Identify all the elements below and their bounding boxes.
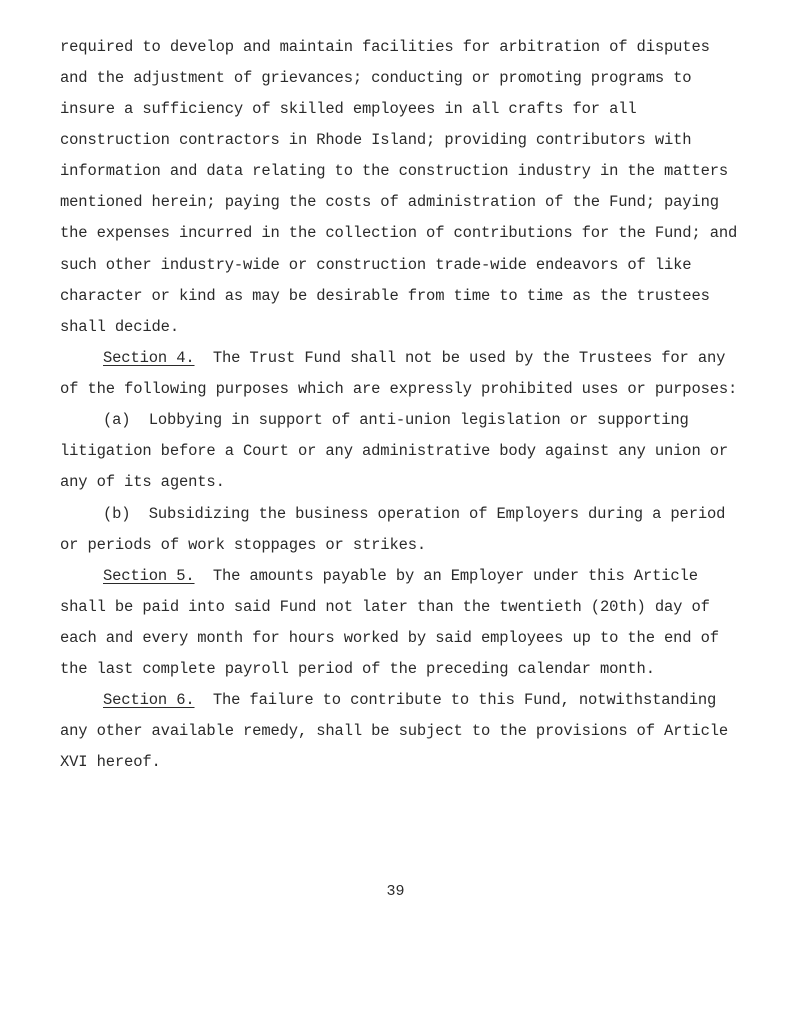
section-5-line: the last complete payroll period of the preceding calendar month. (60, 660, 655, 678)
section-6-line (103, 690, 716, 710)
paragraph-line: information and data relating to the construction industry in the matters (60, 162, 729, 180)
item-a-line: any of its agents. (60, 473, 225, 491)
section-5-line: each and every month for hours worked by said employees up to the end of (60, 629, 719, 647)
paragraph-line: character or kind as may be desirable from time to time as the trustees (60, 287, 710, 305)
paragraph-line: insure a sufficiency of skilled employees in all crafts for all (60, 100, 637, 118)
section-4-heading: Section 4. (103, 349, 195, 367)
section-6-text: The failure to contribute to this Fund, notwithstanding (194, 691, 717, 709)
item-a-line: (a) Lobbying in support of anti-union legislation or supporting (103, 411, 689, 429)
section-4-line (103, 348, 725, 368)
section-4-line: of the following purposes which are expressly prohibited uses or purposes: (60, 380, 738, 398)
section-6-line: any other available remedy, shall be subject to the provisions of Article (60, 722, 729, 740)
section-5-heading: Section 5. (103, 567, 195, 585)
section-6-line: XVI hereof. (60, 753, 161, 771)
item-b-line: (b) Subsidizing the business operation of Employers during a period (103, 505, 726, 523)
paragraph-line: and the adjustment of grievances; conducting or promoting programs to (60, 69, 692, 87)
paragraph-line: shall decide. (60, 318, 179, 336)
paragraph-line: the expenses incurred in the collection of contributions for the Fund; and (60, 224, 738, 242)
page-number: 39 (386, 883, 405, 900)
paragraph-line: required to develop and maintain facilities for arbitration of disputes (60, 38, 710, 56)
item-b-line: or periods of work stoppages or strikes. (60, 536, 427, 554)
section-5-text: The amounts payable by an Employer under this Article (194, 567, 698, 585)
paragraph-line: mentioned herein; paying the costs of administration of the Fund; paying (60, 193, 719, 211)
paragraph-line: construction contractors in Rhode Island; providing contributors with (60, 131, 692, 149)
item-a-line: litigation before a Court or any administrative body against any union or (60, 442, 729, 460)
section-6-heading: Section 6. (103, 691, 195, 709)
section-5-line (103, 566, 698, 586)
section-5-line: shall be paid into said Fund not later than the twentieth (20th) day of (60, 598, 710, 616)
section-4-text: The Trust Fund shall not be used by the Trustees for any (194, 349, 726, 367)
paragraph-line: such other industry-wide or construction trade-wide endeavors of like (60, 256, 692, 274)
